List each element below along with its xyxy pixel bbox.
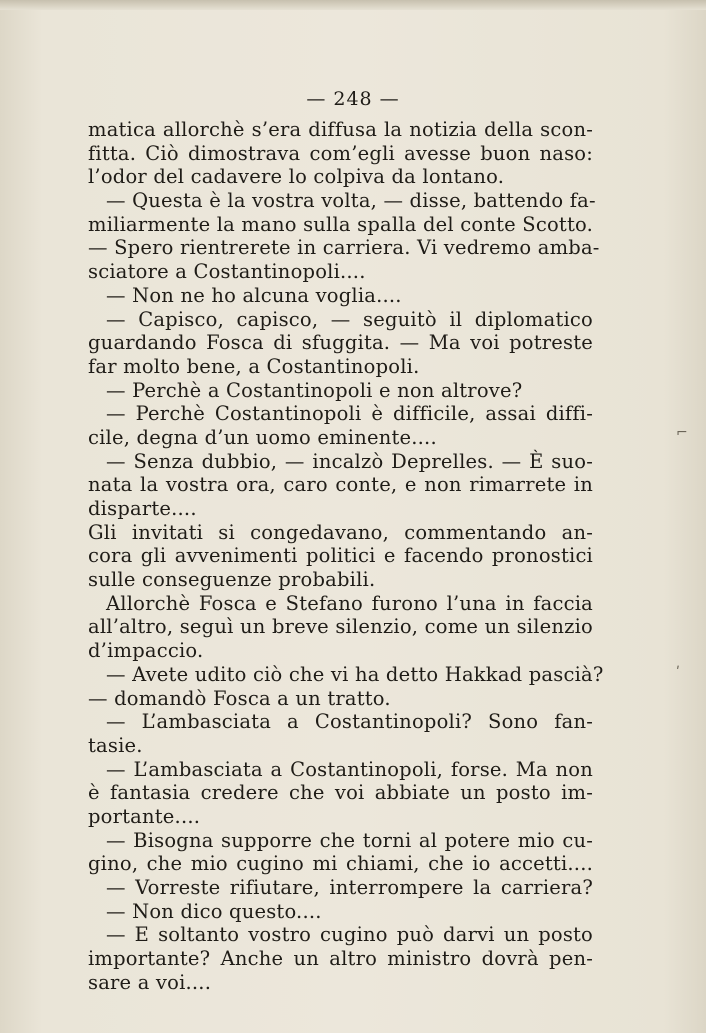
text-line: — Questa è la vostra volta, — disse, battendo fa- [106, 189, 596, 213]
margin-mark: ⌐ [676, 425, 688, 441]
page-top-edge [0, 0, 706, 10]
text-line: tasie. [88, 733, 143, 757]
text-line: — Avete udito ciò che vi ha detto Hakkad pascià? [106, 662, 604, 686]
text-line: portante.... [88, 804, 201, 828]
page-number: — 248 — [306, 88, 400, 110]
text-line: — Non ne ho alcuna voglia.... [106, 283, 402, 307]
text-line: Allorchè Fosca e Stefano furono l’una in faccia [106, 591, 593, 615]
text-line: — domandò Fosca a un tratto. [88, 686, 391, 710]
text-line: è fantasia credere che voi abbiate un posto im- [88, 781, 593, 805]
text-line: all’altro, seguì un breve silenzio, come un silenzio [88, 615, 593, 639]
text-line: Gli invitati si congedavano, commentando an- [88, 520, 593, 544]
text-line: — E soltanto vostro cugino può darvi un posto [106, 923, 593, 947]
text-line: — Vorreste rifiutare, interrompere la carriera? [106, 876, 593, 899]
text-line: — Spero rientrerete in carriera. Vi vedremo amba- [88, 236, 600, 260]
text-line: matica allorchè s’era diffusa la notizia della scon- [88, 118, 593, 141]
text-line: — Capisco, capisco, — seguitò il diplomatico [106, 307, 593, 331]
text-line: gino, che mio cugino mi chiami, che io accetti.... [88, 852, 593, 876]
text-line: l’odor del cadavere lo colpiva da lontano. [88, 165, 505, 189]
text-line: sciatore a Costantinopoli.... [88, 260, 366, 284]
text-line: fitta. Ciò dimostrava com’egli avesse buon naso: [88, 141, 593, 165]
text-line: — Perchè a Costantinopoli e non altrove? [106, 378, 523, 402]
text-line: sulle conseguenze probabili. [88, 568, 376, 592]
text-line: far molto bene, a Costantinopoli. [88, 354, 420, 378]
text-line: importante? Anche un altro ministro dovrà pen- [88, 947, 593, 971]
text-line: — Senza dubbio, — incalzò Deprelles. — È suo- [106, 449, 593, 473]
text-line: guardando Fosca di sfuggita. — Ma voi potreste [88, 331, 593, 355]
text-line: d’impaccio. [88, 639, 204, 663]
text-line: disparte.... [88, 497, 197, 520]
text-line: — L’ambasciata a Costantinopoli? Sono fan- [106, 710, 593, 734]
text-line: cile, degna d’un uomo eminente.... [88, 425, 437, 449]
text-line: sare a voi.... [88, 970, 212, 994]
margin-mark: ʹ [676, 665, 680, 681]
text-line: cora gli avvenimenti politici e facendo pronostici [88, 544, 593, 568]
text-line: — Perchè Costantinopoli è difficile, assai diffi- [106, 402, 593, 426]
text-line: — Bisogna supporre che torni al potere mio cu- [106, 828, 593, 852]
text-line: — L’ambasciata a Costantinopoli, forse. Ma non [106, 757, 593, 781]
text-line: — Non dico questo.... [106, 899, 322, 923]
body-text [88, 118, 604, 994]
text-line: miliarmente la mano sulla spalla del conte Scotto. [88, 212, 593, 236]
text-line: nata la vostra ora, caro conte, e non rimarrete in [88, 473, 593, 497]
